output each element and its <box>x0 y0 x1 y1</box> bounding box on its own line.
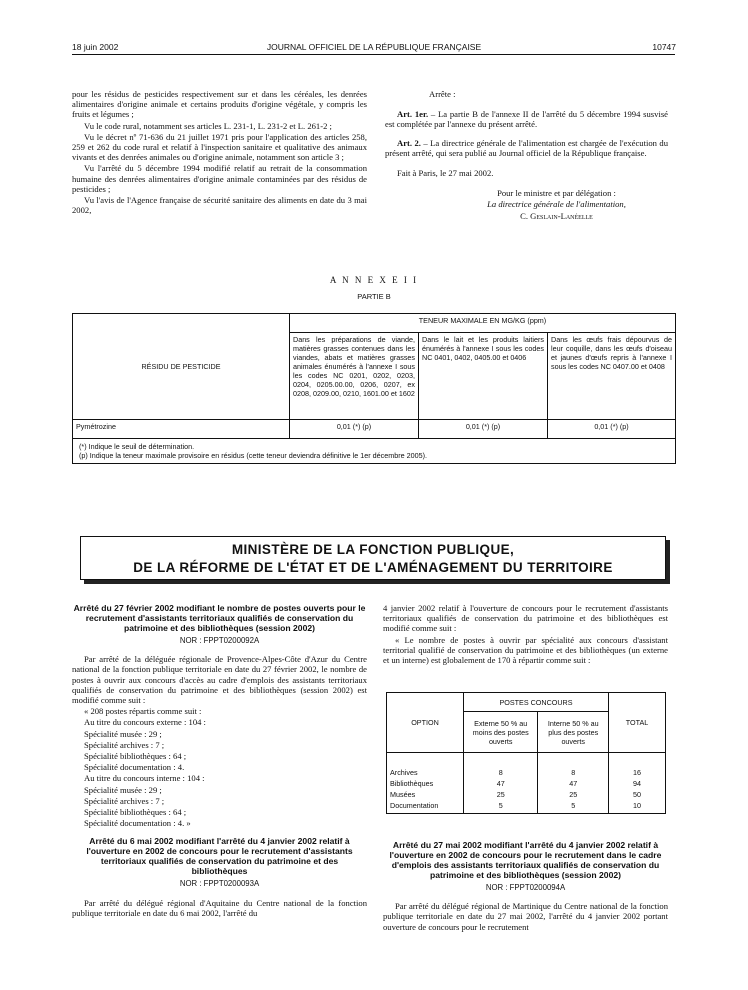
header-page: 10747 <box>652 42 676 52</box>
right-column <box>383 603 668 666</box>
list-item: Spécialité documentation : 4. <box>84 762 185 773</box>
col-externe: Externe 50 % au moins des postes ouverts <box>464 712 538 753</box>
cell-value: 50 <box>633 790 641 799</box>
list-item: Spécialité bibliothèques : 64 ; <box>84 751 187 762</box>
signatory: C. Geslain-Lanéelle <box>520 210 593 221</box>
nor-3: NOR : FPPT0200094A <box>485 883 566 892</box>
table-row <box>73 420 676 439</box>
option-name: Archives <box>390 768 418 777</box>
delegation: Pour le ministre et par délégation : <box>497 188 616 199</box>
cell-value: 25 <box>496 790 505 799</box>
cell-value: 25 <box>569 790 578 799</box>
list-item: Spécialité bibliothèques : 64 ; <box>84 807 187 818</box>
arrete-title-1: Arrêté du 27 février 2002 modifiant le nombre de postes ouverts pour le recrutement d'assistants territoriaux qualifiés de conservation du patrimoine et des bibliothèques (session 2002) <box>73 603 366 633</box>
arrete-title-3: Arrêté du 27 mai 2002 modifiant l'arrêté du 4 janvier 2002 relatif à l'ouverture en 2002 de concours pour le recrutement dans le cadre d'emplois des assistants territoriaux qualifiés de conservation du patrimoine et des bibliothèques (session 2002) <box>389 840 662 880</box>
cell-value: 16 <box>633 768 641 777</box>
paragraph: Par arrêté du délégué régional de Martinique du Centre national de la fonction publique territoriale en date du 27 mai 2002, l'arrêté du 4 janvier 2002 portant ouverture de concours pour le recrutement <box>383 901 668 932</box>
externe-values <box>464 753 538 814</box>
cell-value: 8 <box>571 768 576 777</box>
considerant: pour les résidus de pesticides respectivement sur et dans les céréales, les denrées alimentaires d'origine animale et certains produits d'origine végétale, y compris les fruits et légumes ; <box>72 89 367 120</box>
col-interne: Interne 50 % au plus des postes ouverts <box>538 712 609 753</box>
cell-value: 10 <box>633 801 641 810</box>
total-values <box>609 753 666 814</box>
directrice-title: La directrice générale de l'alimentation, <box>487 199 626 210</box>
article-2-label: Art. 2. <box>397 137 421 148</box>
list-item: Spécialité archives : 7 ; <box>84 795 165 806</box>
article-1-text: – La partie B de l'annexe II de l'arrêté du 5 décembre 1994 susvisé est complétée par l'annexe du présent arrêté. <box>385 109 668 130</box>
note-seuil: (*) Indique le seuil de détermination. <box>79 442 195 451</box>
list-item: Spécialité archives : 7 ; <box>84 739 165 750</box>
option-name: Documentation <box>390 801 439 810</box>
cell-value: 47 <box>569 779 578 788</box>
col-option: OPTION <box>387 693 464 753</box>
top-right-column <box>385 89 668 222</box>
considerant: Vu l'avis de l'Agence française de sécurité sanitaire des aliments en date du 3 mai 2002, <box>72 195 367 216</box>
arrete-title-2: Arrêté du 6 mai 2002 modifiant l'arrêté du 4 janvier 2002 relatif à l'ouverture en 2002 de concours pour le recrutement d'assistants territoriaux qualifiés de conservation du patrimoine et des bibliothèques <box>86 836 353 877</box>
list-item: Spécialité documentation : 4. » <box>84 818 191 829</box>
paragraph: 4 janvier 2002 relatif à l'ouverture de concours pour le recrutement d'assistants territoriaux qualifiés de conservation du patrimoine et des bibliothèques est modifié comme suit : <box>383 603 668 634</box>
list-item: Au titre du concours externe : 104 : <box>84 717 206 728</box>
col-residu: RÉSIDU DE PESTICIDE <box>73 314 290 420</box>
table-row <box>73 439 676 464</box>
cell-value: 5 <box>498 801 503 810</box>
sub-col-viande: Dans les préparations de viande, matières grasses contenues dans les viandes, abats et matières grasses animales énumérés à l'annexe I sous les codes NC 0201, 0202, 0203, 0204, 0205.00.00, 0206, 0207, ex 0208, 0209.00, 0210, 1601.00 et 1602 <box>290 333 419 420</box>
col-postes: POSTES CONCOURS <box>464 693 609 712</box>
annexe-partie: PARTIE B <box>357 292 391 301</box>
postes-table <box>386 692 666 814</box>
annexe-table <box>72 313 676 464</box>
right-column-lower <box>383 840 668 933</box>
fait-a-paris: Fait à Paris, le 27 mai 2002. <box>397 168 494 179</box>
article-2 <box>385 138 668 158</box>
annexe-title: A N N E X E I I <box>329 275 419 285</box>
table-row <box>387 693 666 712</box>
cell-value: 47 <box>496 779 505 788</box>
considerant: Vu le décret nº 71-636 du 21 juillet 1971 pris pour l'application des articles 258, 259 et 262 du code rural et relatif à l'inspection sanitaire et qualitative des animaux vivants et des denrées animales ou d'origine animale, notamment son article 3 ; <box>72 131 367 163</box>
option-name: Bibliothèques <box>390 779 434 788</box>
sub-col-oeufs: Dans les œufs frais dépourvus de leur coquille, dans les œufs d'oiseau et jaunes d'œufs repris à l'annexe I sous les codes NC 0407.00 et 0408 <box>548 333 676 420</box>
paragraph: Par arrêté du délégué régional d'Aquitaine du Centre national de la fonction publique territoriale en date du 6 mai 2002, l'arrêté du <box>72 897 367 918</box>
sub-col-lait: Dans le lait et les produits laitiers énumérés à l'annexe I sous les codes NC 0401, 0402, 0405.00 et 0406 <box>419 333 548 420</box>
row-value: 0,01 (*) (p) <box>290 420 419 439</box>
table-row <box>73 314 676 333</box>
nor-1: NOR : FPPT0200092A <box>179 636 260 645</box>
article-1-label: Art. 1er. <box>397 109 429 120</box>
list-item: Spécialité musée : 29 ; <box>84 728 162 739</box>
note-provisoire: (p) Indique la teneur maximale provisoire en résidus (cette teneur deviendra définitive le 1er décembre 2005). <box>79 451 427 460</box>
list-item: Au titre du concours interne : 104 : <box>84 773 205 784</box>
option-name: Musées <box>390 790 416 799</box>
header-date: 18 juin 2002 <box>72 42 119 52</box>
row-residu-name: Pymétrozine <box>73 420 290 439</box>
header-journal: JOURNAL OFFICIEL DE LA RÉPUBLIQUE FRANÇAISE <box>266 42 482 52</box>
paragraph: « Le nombre de postes à ouvrir par spécialité aux concours d'assistant territorial qualifié de conservation du patrimoine et des bibliothèques (un externe et un interne) est globalement de 170 à répartir comme suit : <box>383 634 668 666</box>
cell-value: 8 <box>498 768 503 777</box>
header-rule <box>72 54 675 55</box>
nor-2: NOR : FPPT0200093A <box>179 879 260 889</box>
considerant: Vu le code rural, notamment ses articles L. 231-1, L. 231-2 et L. 261-2 ; <box>84 120 332 131</box>
ministry-banner <box>80 536 666 580</box>
list-item: Spécialité musée : 29 ; <box>84 784 162 795</box>
table-row <box>387 753 666 814</box>
considerant: Vu l'arrêté du 5 décembre 1994 modifié relatif au retrait de la consommation humaine des denrées alimentaires d'origine animale contaminées par des résidus de pesticides ; <box>72 163 367 194</box>
article-2-text: – La directrice générale de l'alimentation est chargée de l'exécution du présent arrêté, qui sera publié au Journal officiel de la République française. <box>385 137 668 158</box>
cell-value: 94 <box>633 779 641 788</box>
list-item: « 208 postes répartis comme suit : <box>84 706 202 717</box>
interne-values <box>538 753 609 814</box>
left-column <box>72 603 367 919</box>
top-left-column <box>72 89 367 216</box>
table-notes <box>73 439 676 464</box>
paragraph: Par arrêté de la déléguée régionale de Provence-Alpes-Côte d'Azur du Centre national de la fonction publique territoriale en date du 27 février 2002, le nombre de postes à ouvrir aux concours d'accès au cadre d'emplois des assistants territoriaux qualifiés de conservation du patrimoine et des bibliothèques (session 2002) est modifié comme suit : <box>72 654 367 706</box>
col-total: TOTAL <box>609 693 666 753</box>
option-names <box>387 753 464 814</box>
row-value: 0,01 (*) (p) <box>548 420 676 439</box>
arrete-label: Arrête : <box>429 89 456 99</box>
article-1 <box>385 109 668 129</box>
ministry-line-1: MINISTÈRE DE LA FONCTION PUBLIQUE, <box>231 542 515 557</box>
row-value: 0,01 (*) (p) <box>419 420 548 439</box>
col-teneur: TENEUR MAXIMALE EN MG/KG (ppm) <box>290 314 676 333</box>
cell-value: 5 <box>571 801 576 810</box>
ministry-line-2: DE LA RÉFORME DE L'ÉTAT ET DE L'AMÉNAGEMENT DU TERRITOIRE <box>133 560 613 575</box>
